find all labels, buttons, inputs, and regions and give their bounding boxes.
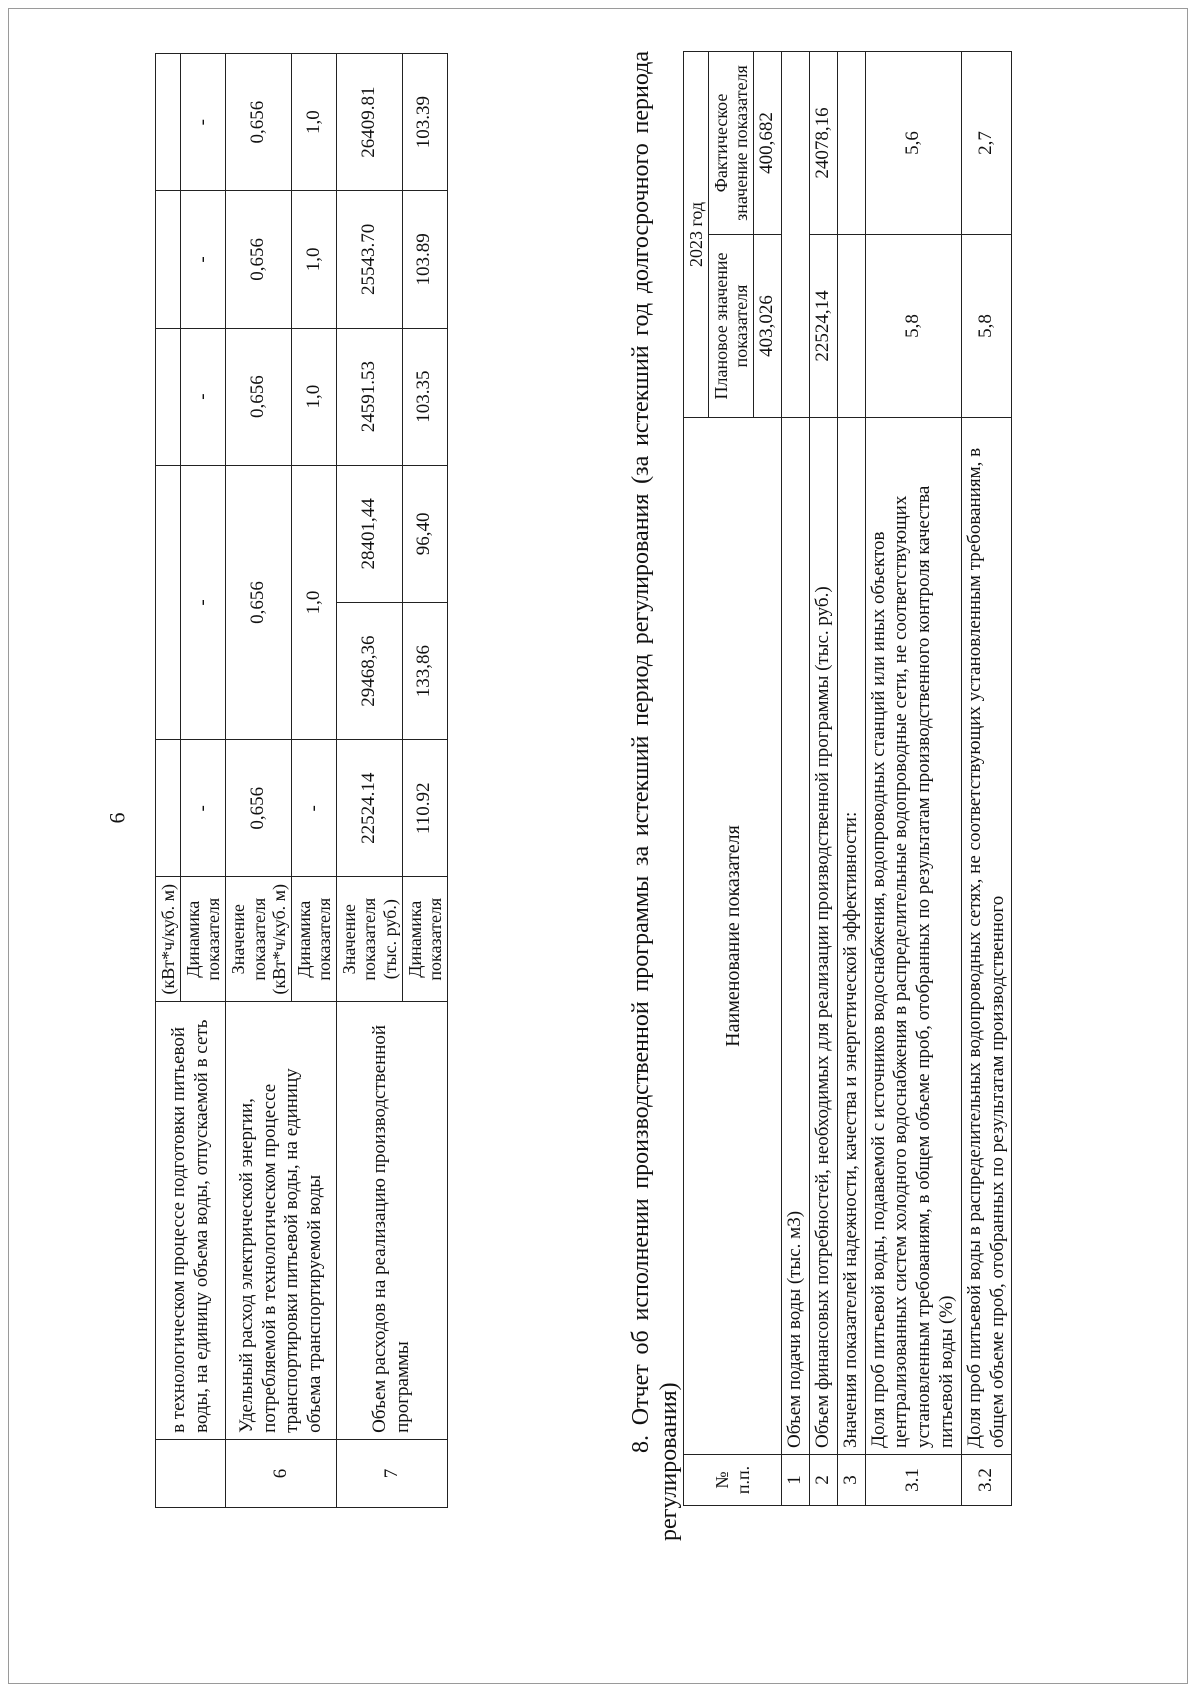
indicator-name: в технологическом процессе подготовки питьевой воды, на единицу объема воды, отпускаемой в сеть bbox=[156, 1002, 226, 1440]
indicator-name: Доля проб питьевой воды в распределительных водопроводных сетях, не соответствующих установленным требованиям, в общем объеме проб, отобранных по результатам производственного bbox=[961, 418, 1012, 1455]
value-cell: - bbox=[181, 465, 226, 739]
value-cell: - bbox=[181, 191, 226, 328]
value-cell: 1,0 bbox=[291, 328, 336, 465]
sub-label: Динамика показателя bbox=[291, 877, 336, 1002]
header-plan: Плановое значение показателя bbox=[709, 235, 754, 418]
value-cell: 2,7 bbox=[961, 52, 1012, 235]
value-cell: 1,0 bbox=[291, 54, 336, 191]
row-number bbox=[156, 1439, 226, 1507]
table-row bbox=[865, 52, 961, 1506]
value-cell: 96,40 bbox=[402, 465, 447, 602]
sub-label: Динамика показателя bbox=[181, 877, 226, 1002]
sub-label: (кВт*ч/куб. м) bbox=[156, 877, 181, 1002]
table-row bbox=[337, 54, 402, 1508]
section-heading: 8. Отчет об исполнении производственной программы за истекший период регулирования (за истекший год долгосрочного периода регулирования) bbox=[628, 51, 682, 1541]
value-cell: - bbox=[181, 328, 226, 465]
indicator-name: Значения показателей надежности, качества и энергетической эффективности: bbox=[837, 418, 865, 1455]
row-number: 3 bbox=[837, 1455, 865, 1506]
table-row bbox=[782, 52, 810, 1506]
value-cell: 5,8 bbox=[865, 235, 961, 418]
spacer-cell bbox=[782, 52, 810, 418]
value-cell: 400,682 bbox=[754, 52, 782, 235]
value-cell bbox=[156, 740, 181, 877]
indicator-name: Доля проб питьевой воды, подаваемой с источников водоснабжения, водопроводных станций или иных объектов централизованных систем холодного водоснабжения в распределительные водопроводные сети, не соответствующих установленным требованиям, в общем объеме проб, отобранных по результатам производственного контроля качества питьевой воды (%) bbox=[865, 418, 961, 1455]
header-year: 2023 год bbox=[684, 52, 709, 418]
value-cell: 0,656 bbox=[226, 740, 291, 877]
header-num: № п.п. bbox=[684, 1455, 782, 1506]
table-row bbox=[961, 52, 1012, 1506]
value-cell: 29468,36 bbox=[337, 602, 402, 739]
row-number: 3.2 bbox=[961, 1455, 1012, 1506]
value-cell: 28401,44 bbox=[337, 465, 402, 602]
table-row bbox=[810, 52, 838, 1506]
value-cell bbox=[156, 191, 181, 328]
indicator-name: Объем расходов на реализацию производственной программы bbox=[337, 1002, 448, 1440]
value-cell: 25543.70 bbox=[337, 191, 402, 328]
sub-label: Динамика показателя bbox=[402, 877, 447, 1002]
indicators-table-continuation bbox=[155, 53, 448, 1508]
value-cell bbox=[837, 52, 865, 235]
table-row bbox=[837, 52, 865, 1506]
header-name: Наименование показателя bbox=[684, 418, 782, 1455]
indicator-name: Объем подачи воды (тыс. м3) bbox=[782, 418, 810, 1455]
value-cell: - bbox=[181, 740, 226, 877]
value-cell: 26409.81 bbox=[337, 54, 402, 191]
header-fact: Фактическое значение показателя bbox=[709, 52, 754, 235]
row-number: 3.1 bbox=[865, 1455, 961, 1506]
value-cell: 5,6 bbox=[865, 52, 961, 235]
page-number: 6 bbox=[104, 812, 130, 824]
table-header-row bbox=[684, 52, 709, 1506]
row-number: 7 bbox=[337, 1439, 448, 1507]
value-cell: 0,656 bbox=[226, 54, 291, 191]
value-cell: 24078,16 bbox=[810, 52, 838, 235]
table-row bbox=[156, 54, 181, 1508]
value-cell: 1,0 bbox=[291, 465, 336, 739]
value-cell: 103.39 bbox=[402, 54, 447, 191]
row-number: 1 bbox=[782, 1455, 810, 1506]
value-cell: 1,0 bbox=[291, 191, 336, 328]
value-cell: 103.35 bbox=[402, 328, 447, 465]
report-table bbox=[683, 51, 1012, 1506]
sub-label: Значение показателя (тыс. руб.) bbox=[337, 877, 402, 1002]
indicator-name: Удельный расход электрической энергии, потребляемой в технологическом процессе транспортировки питьевой воды, на единицу объема транспортируемой воды bbox=[226, 1002, 337, 1440]
value-cell: 0,656 bbox=[226, 191, 291, 328]
value-cell: 0,656 bbox=[226, 465, 291, 739]
value-cell bbox=[156, 54, 181, 191]
indicator-name: Объем финансовых потребностей, необходимых для реализации производственной программы (тыс. руб.) bbox=[810, 418, 838, 1455]
value-cell: 103.89 bbox=[402, 191, 447, 328]
value-cell: 0,656 bbox=[226, 328, 291, 465]
value-cell: 5,8 bbox=[961, 235, 1012, 418]
value-cell: 110.92 bbox=[402, 740, 447, 877]
value-cell: - bbox=[291, 740, 336, 877]
value-cell: - bbox=[181, 54, 226, 191]
value-cell bbox=[156, 465, 181, 739]
value-cell: 24591.53 bbox=[337, 328, 402, 465]
value-cell bbox=[156, 328, 181, 465]
table-row bbox=[226, 54, 291, 1508]
value-cell bbox=[837, 235, 865, 418]
value-cell: 22524.14 bbox=[337, 740, 402, 877]
value-cell: 133,86 bbox=[402, 602, 447, 739]
sub-label: Значение показателя (кВт*ч/куб. м) bbox=[226, 877, 291, 1002]
value-cell: 403,026 bbox=[754, 235, 782, 418]
value-cell: 22524,14 bbox=[810, 235, 838, 418]
row-number: 2 bbox=[810, 1455, 838, 1506]
row-number: 6 bbox=[226, 1439, 337, 1507]
